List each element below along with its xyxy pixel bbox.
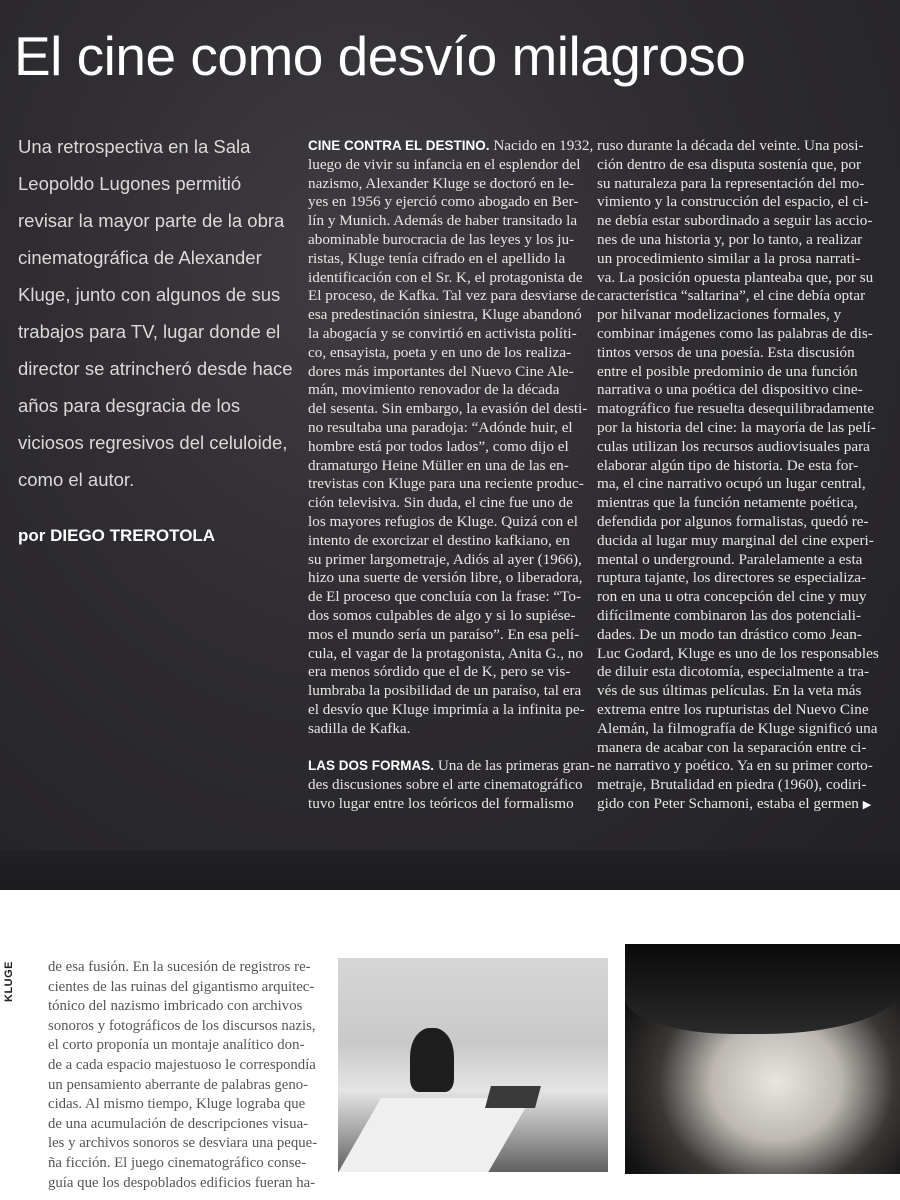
section-heading: CINE CONTRA EL DESTINO.: [308, 138, 490, 153]
text-line: luego de vivir su infancia en el esplendor del: [308, 155, 581, 173]
text-line: intento de exorcizar el destino kafkiano, en: [308, 531, 570, 549]
text-line: de diluir esta dicotomía, especialmente a tra-: [597, 663, 869, 681]
text-line: sonoros y fotográficos de los discursos nazis,: [48, 1017, 316, 1034]
text-line: les y archivos sonoros se desviara una peque-: [48, 1135, 318, 1152]
text-line: la abogacía y se convirtió en activista políti-: [308, 324, 577, 342]
photo-hair: [625, 944, 900, 1034]
text-line: ne debía estar subordinado a seguir las accio-: [597, 212, 873, 230]
text-line: hombre está por todos lados”, como dijo el: [308, 437, 569, 455]
text-line: matográfico fue resuelta desequilibradamente: [597, 400, 875, 418]
text-line: co, ensayista, poeta y en uno de los realiza-: [308, 343, 572, 361]
text-line: combinar imágenes como las palabras de dis-: [597, 324, 873, 342]
text-line: por la historia del cine: la mayoría de las pelí-: [597, 418, 876, 436]
text-line: ruptura tajante, los directores se especializa-: [597, 569, 867, 587]
text-line: [308, 757, 595, 776]
text-line: por hilvanar modelizaciones formales, y: [597, 306, 842, 324]
text-line: ción dentro de esa disputa sostenía que, por: [597, 155, 862, 173]
text-line: el desvío que Kluge imprimía a la infinita pe-: [308, 700, 585, 718]
text-line: ristas, Kluge tenía cifrado en el apellido la: [308, 249, 566, 267]
article-title: El cine como desvío milagroso: [14, 25, 746, 87]
text-line: dramaturgo Heine Müller en una de las en-: [308, 456, 569, 474]
text-line: vimiento y la construcción del espacio, el ci-: [597, 193, 869, 211]
text-line: no resultaba una paradoja: “Adónde huir, el: [308, 418, 573, 436]
text-line: ma, el cine narrativo ocupó un lugar central,: [597, 475, 866, 493]
text-line: metraje, Brutalidad en piedra (1960), codiri-: [597, 776, 867, 794]
text-line: trabajos para TV, lugar donde el: [18, 321, 281, 342]
text-line: ron en una u otra concepción del cine y muy: [597, 588, 867, 606]
text-line: cula, el vagar de la protagonista, Anita G., no: [308, 644, 583, 662]
text-line: años para desgracia de los: [18, 395, 241, 416]
text-line: guía que los despoblados edificios fueran ha-: [48, 1174, 316, 1191]
text-line: ruso durante la década del veinte. Una posi-: [597, 137, 864, 154]
text-line: de esa fusión. En la sucesión de registros re-: [48, 959, 311, 975]
text-line: Luc Godard, Kluge es uno de los responsables: [597, 644, 879, 662]
text-line: característica “saltarina”, el cine debía optar: [597, 287, 866, 305]
text-line: Leopoldo Lugones permitió: [18, 173, 242, 194]
text-line: trevistas con Kluge para una reciente produc-: [308, 475, 584, 493]
text-line: El proceso, de Kafka. Tal vez para desviarse de: [308, 287, 596, 305]
text-line: mientras que la función netamente poética,: [597, 494, 858, 512]
text-line: nazismo, Alexander Kluge se doctoró en le-: [308, 174, 575, 192]
portrait-photo: [625, 944, 900, 1174]
text-line: identificación con el Sr. K, el protagonista de: [308, 268, 583, 286]
text-line: revisar la mayor parte de la obra: [18, 210, 285, 231]
text-line: va. La posición opuesta planteaba que, por su: [597, 268, 874, 286]
film-still-photo: [338, 958, 608, 1172]
text-line: entre el posible predominio de una función: [597, 362, 858, 380]
text-span: Nacido en 1932,: [489, 137, 594, 154]
text-line: culas utilizan los recursos audiovisuales para: [597, 437, 870, 455]
text-line: sadilla de Kafka.: [308, 719, 411, 737]
text-line: tuvo lugar entre los teóricos del formalismo: [308, 794, 574, 812]
text-line: cinematográfica de Alexander: [18, 247, 262, 268]
text-line: era menos sórdido que el de K, pero se vis-: [308, 663, 571, 681]
text-line: vés de sus últimas películas. En la veta más: [597, 682, 862, 700]
text-line: ducida al lugar muy marginal del cine experi-: [597, 531, 874, 549]
body-column-3: [48, 958, 317, 1193]
text-line: narrativa o una poética del dispositivo cine-: [597, 381, 863, 399]
text-line: [597, 795, 879, 814]
text-line: los mayores refugios de Kluge. Quizá con el: [308, 512, 578, 530]
text-line: lumbraba la posibilidad de un paraíso, tal era: [308, 682, 582, 700]
byline: por DIEGO TREROTOLA: [18, 526, 216, 545]
photo-road: [338, 1098, 531, 1172]
text-line: su primer largometraje, Adiós al ayer (1966),: [308, 550, 582, 568]
text-line: un procedimiento similar a la prosa narrati-: [597, 249, 861, 267]
text-span: gido con Peter Schamoni, estaba el germen: [597, 794, 863, 812]
text-line: Una retrospectiva en la Sala: [18, 136, 251, 157]
text-line: yes en 1956 y ejerció como abogado en Ber-: [308, 193, 579, 211]
text-line: mental o underground. Paralelamente a esta: [597, 550, 863, 568]
text-line: Kluge, junto con algunos de sus: [18, 284, 281, 305]
text-line: viciosos regresivos del celuloide,: [18, 432, 288, 453]
text-line: nes de una historia y, por lo tanto, a realizar: [597, 230, 863, 248]
text-line: elaborar algún tipo de historia. De esta for-: [597, 456, 859, 474]
running-head: KLUGE: [3, 961, 15, 1002]
section-heading: LAS DOS FORMAS.: [308, 758, 435, 774]
body-column-2: [597, 137, 879, 814]
text-line: mos el mundo sería un paraíso”. En esa pelí-: [308, 625, 580, 643]
text-line: del sesenta. Sin embargo, la evasión del desti-: [308, 400, 588, 418]
text-line: cientes de las ruinas del gigantismo arquitec-: [48, 978, 315, 995]
text-line: dos somos culpables de algo y si lo supiése-: [308, 606, 576, 624]
text-line: abominable burocracia de las leyes y los ju-: [308, 230, 575, 248]
text-line: des discusiones sobre el arte cinematográfico: [308, 776, 583, 794]
text-line: mán, movimiento renovador de la década: [308, 381, 560, 399]
text-line: de El proceso que concluía con la frase: “To-: [308, 588, 582, 606]
text-line: tónico del nazismo imbricado con archivos: [48, 998, 303, 1015]
text-line: defendida por algunos formalistas, quedó re-: [597, 512, 869, 530]
text-line: Alemán, la filmografía de Kluge significó una: [597, 719, 878, 737]
continue-arrow-icon: ▶: [862, 797, 872, 811]
text-line: el corto proponía un montaje analítico don-: [48, 1037, 305, 1054]
text-line: un pensamiento aberrante de palabras geno-: [48, 1076, 309, 1093]
text-line: hizo una suerte de versión libre, o liberadora,: [308, 569, 583, 587]
body-column-1: [308, 137, 595, 814]
text-line: tintos versos de una poesía. Esta discusión: [597, 343, 855, 361]
text-line: [308, 137, 595, 156]
text-line: ña ficción. El juego cinematográfico conse-: [48, 1154, 307, 1171]
text-line: manera de acabar con la separación entre ci-: [597, 738, 867, 756]
text-line: cidas. Al mismo tiempo, Kluge lograba que: [48, 1096, 306, 1113]
text-line: extrema entre los rupturistas del Nuevo Cine: [597, 700, 869, 718]
photo-figure: [410, 1028, 454, 1092]
text-line: difícilmente combinaron las dos potenciali-: [597, 606, 862, 624]
text-line: como el autor.: [18, 469, 135, 490]
text-line: de a cada espacio majestuoso le correspondía: [48, 1056, 316, 1073]
text-line: esa predestinación siniestra, Kluge abandonó: [308, 306, 582, 324]
photo-suitcase: [485, 1086, 541, 1108]
text-line: su naturaleza para la representación del mo-: [597, 174, 865, 192]
text-line: director se atrincheró desde hace: [18, 358, 293, 379]
text-line: ción televisiva. Sin duda, el cine fue uno de: [308, 494, 573, 512]
text-line: lín y Munich. Además de haber transitado la: [308, 212, 578, 230]
article-deck: [18, 134, 293, 504]
text-span: Una de las primeras gran-: [434, 757, 595, 775]
text-line: dores más importantes del Nuevo Cine Ale-: [308, 362, 574, 380]
text-line: dades. De un modo tan drástico como Jean-: [597, 625, 862, 643]
text-line: de una acumulación de descripciones visua-: [48, 1115, 309, 1132]
text-line: ne narrativo y poético. Ya en su primer corto-: [597, 757, 873, 775]
